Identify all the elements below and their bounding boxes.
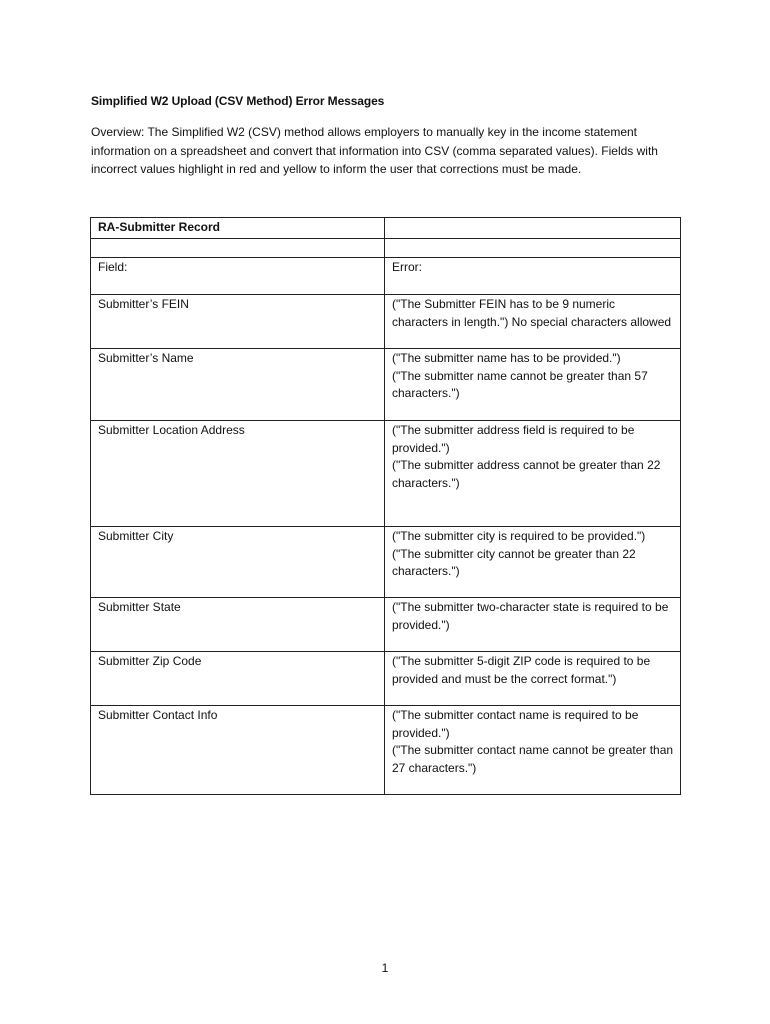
error-header: Error:	[385, 258, 681, 295]
error-message: ("The submitter contact name cannot be greater than 27 characters.")	[392, 743, 674, 775]
error-message: ("The Submitter FEIN has to be 9 numeric characters in length.") No special characters allowed	[392, 297, 672, 329]
field-name: Submitter Location Address	[91, 421, 385, 527]
error-message: ("The submitter city is required to be provided.")	[392, 529, 646, 543]
field-header: Field:	[91, 258, 385, 295]
document-title: Simplified W2 Upload (CSV Method) Error Messages	[91, 94, 385, 108]
empty-cell	[385, 239, 681, 258]
error-messages	[385, 598, 681, 652]
field-name: Submitter City	[91, 527, 385, 598]
field-name: Submitter State	[91, 598, 385, 652]
error-message: ("The submitter city cannot be greater than 22 characters.")	[392, 546, 636, 578]
table-row	[91, 349, 681, 421]
table-row	[91, 421, 681, 527]
error-messages	[385, 527, 681, 598]
error-messages-table	[90, 217, 681, 795]
table-header-row	[91, 218, 681, 239]
column-header-row	[91, 258, 681, 295]
error-message: ("The submitter address field is required to be provided.")	[392, 423, 635, 455]
overview-paragraph: Overview: The Simplified W2 (CSV) method allows employers to manually key in the income statement information on a spreadsheet and convert that information into CSV (comma separated values). Fields with incorrect values highlight in red and yellow to inform the user that corrections must be made.	[91, 125, 658, 176]
page-number: 1	[381, 961, 389, 975]
table-row	[91, 706, 681, 795]
table-row	[91, 652, 681, 706]
error-message: ("The submitter address cannot be greater than 22 characters.")	[392, 458, 661, 490]
error-message: ("The submitter two-character state is required to be provided.")	[392, 600, 669, 632]
field-name: Submitter’s FEIN	[91, 295, 385, 349]
error-message: ("The submitter 5-digit ZIP code is required to be provided and must be the correct format.")	[392, 654, 651, 686]
blank-row	[91, 239, 681, 258]
error-message: ("The submitter name has to be provided.")	[392, 351, 621, 365]
field-name: Submitter’s Name	[91, 349, 385, 421]
table-row	[91, 527, 681, 598]
error-messages	[385, 421, 681, 527]
empty-cell	[385, 218, 681, 239]
error-messages	[385, 706, 681, 795]
table-row	[91, 598, 681, 652]
field-name: Submitter Contact Info	[91, 706, 385, 795]
error-messages	[385, 652, 681, 706]
record-title-cell: RA-Submitter Record	[91, 218, 385, 239]
field-name: Submitter Zip Code	[91, 652, 385, 706]
error-messages	[385, 349, 681, 421]
empty-cell	[91, 239, 385, 258]
table-row	[91, 295, 681, 349]
error-message: ("The submitter contact name is required to be provided.")	[392, 708, 639, 740]
error-messages	[385, 295, 681, 349]
error-message: ("The submitter name cannot be greater than 57 characters.")	[392, 368, 648, 400]
